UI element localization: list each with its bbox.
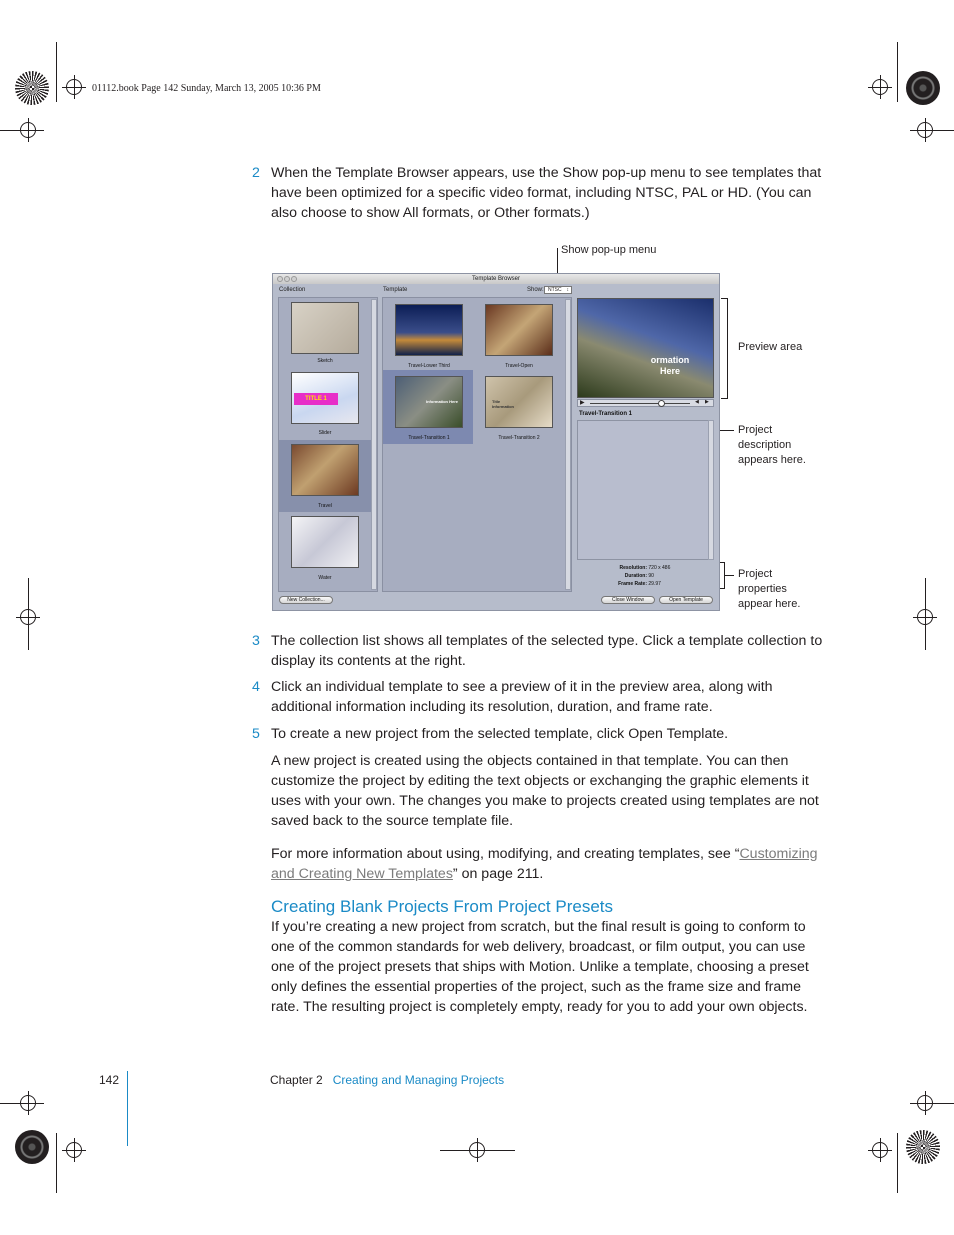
chapter-title: Creating and Managing Projects bbox=[332, 1073, 505, 1087]
collection-caption: Slider bbox=[318, 430, 332, 436]
footer-rule bbox=[127, 1071, 128, 1146]
slider-thumb-text: TITLE 1 bbox=[294, 393, 338, 405]
selected-template-name: Travel-Transition 1 bbox=[579, 411, 633, 417]
window-titlebar bbox=[273, 274, 719, 284]
collection-thumb-slider[interactable] bbox=[291, 372, 359, 424]
crop-line bbox=[925, 578, 926, 650]
registration-sunburst-icon bbox=[906, 1130, 940, 1164]
popup-arrows-icon: ↕ bbox=[566, 287, 569, 293]
template-thumb-transition-1[interactable] bbox=[395, 376, 463, 428]
new-collection-button[interactable]: New Collection... bbox=[279, 596, 333, 604]
window-title: Template Browser bbox=[471, 276, 521, 282]
thumb-overlay-text: Title Information bbox=[492, 399, 514, 409]
cross-reference-link[interactable]: Customizing and Creating New Templates bbox=[271, 846, 818, 882]
step-number: 2 bbox=[252, 165, 260, 181]
collection-scrollbar[interactable] bbox=[371, 299, 377, 590]
thumb-overlay-text: Information Here bbox=[426, 399, 459, 404]
paragraph-presets: If you’re creating a new project from scratch, but the final result is going to conform to one of the common standards for web delivery, broadcast, or film output, you can use one of the project presets that ships with Motion. Unlike a template, choosing a preset only defines the essential properties of the project, such as the frame size and frame rate. The resulting project is completely empty, ready for you to add your own objects. bbox=[271, 919, 809, 1015]
template-browser-window bbox=[272, 273, 720, 611]
callout-line bbox=[724, 575, 734, 576]
duration-row: Duration: 90 bbox=[624, 573, 654, 579]
step-text: Click an individual template to see a preview of it in the preview area, along with additional information including its resolution, duration, and frame rate. bbox=[271, 679, 773, 715]
header-stamp: 01112.book Page 142 Sunday, March 13, 2005 10:36 PM bbox=[92, 83, 321, 94]
template-scrollbar[interactable] bbox=[565, 299, 571, 590]
page-number: 142 bbox=[99, 1073, 120, 1087]
registration-target-icon bbox=[15, 1130, 49, 1164]
footer-chapter bbox=[270, 1073, 504, 1087]
collection-thumb-travel[interactable] bbox=[291, 444, 359, 496]
crop-line bbox=[440, 1150, 515, 1151]
step-forward-icon[interactable]: ▶ bbox=[705, 399, 709, 405]
template-thumb-open[interactable] bbox=[485, 304, 553, 356]
step-5 bbox=[252, 724, 832, 746]
frame-rate-row: Frame Rate: 29.97 bbox=[618, 581, 661, 587]
collection-label: Collection bbox=[279, 287, 306, 293]
paragraph-new-project: A new project is created using the objects contained in that template. You can then customize the project by editing the text objects or exchanging the graphic elements it uses with your own. The changes you make to projects created using templates are not saved back to the source template file. bbox=[271, 753, 819, 829]
open-template-button[interactable]: Open Template bbox=[659, 596, 713, 604]
play-icon[interactable]: ▶ bbox=[580, 400, 585, 406]
template-caption: Travel-Transition 1 bbox=[408, 435, 450, 441]
template-thumb-lower-third[interactable] bbox=[395, 304, 463, 356]
step-text: When the Template Browser appears, use the Show pop-up menu to see templates that have been optimized for a specific video format, including NTSC, PAL or HD. (You can also choose to show All formats, or Other formats.) bbox=[271, 165, 822, 221]
callout-bracket bbox=[721, 298, 727, 299]
template-caption: Travel-Open bbox=[505, 363, 533, 369]
registration-sunburst-icon bbox=[15, 71, 49, 105]
step-text: To create a new project from the selected template, click Open Template. bbox=[271, 726, 729, 742]
template-caption: Travel-Transition 2 bbox=[498, 435, 540, 441]
preview-overlay-text: ormation Here bbox=[650, 355, 690, 376]
registration-target-icon bbox=[906, 71, 940, 105]
callout-description: Project description appears here. bbox=[738, 424, 806, 466]
collection-thumb-sketch[interactable] bbox=[291, 302, 359, 354]
step-number: 5 bbox=[252, 726, 260, 742]
callout-show-menu: Show pop-up menu bbox=[561, 244, 657, 256]
collection-caption: Sketch bbox=[317, 358, 333, 364]
template-label: Template bbox=[383, 287, 408, 293]
step-3 bbox=[252, 631, 832, 673]
template-caption: Travel-Lower Third bbox=[408, 363, 450, 369]
scrubber-track[interactable] bbox=[590, 403, 690, 404]
crop-line bbox=[897, 42, 898, 102]
preview-area bbox=[577, 298, 714, 398]
step-number: 4 bbox=[252, 679, 260, 695]
collection-list bbox=[278, 297, 378, 592]
show-popup-menu[interactable] bbox=[544, 286, 572, 294]
paragraph-more-info: For more information about using, modifying, and creating templates, see “Customizing and Creating New Templates” on page 211. bbox=[271, 846, 818, 882]
description-box bbox=[577, 420, 709, 560]
crosshair-mark-icon bbox=[872, 79, 888, 95]
step-back-icon[interactable]: ◀ bbox=[695, 399, 699, 405]
step-2 bbox=[252, 163, 832, 225]
chapter-label: Chapter 2 bbox=[270, 1073, 323, 1087]
step-text: The collection list shows all templates of the selected type. Click a template collection to display its contents at the right. bbox=[271, 633, 823, 669]
crop-line bbox=[56, 1133, 57, 1193]
crop-line bbox=[0, 130, 44, 131]
crop-line bbox=[910, 130, 954, 131]
collection-caption: Water bbox=[318, 575, 332, 581]
crop-line bbox=[28, 578, 29, 650]
crosshair-mark-icon bbox=[872, 1142, 888, 1158]
collection-thumb-water[interactable] bbox=[291, 516, 359, 568]
crosshair-mark-icon bbox=[66, 79, 82, 95]
description-scrollbar[interactable] bbox=[708, 420, 714, 560]
template-thumb-transition-2[interactable] bbox=[485, 376, 553, 428]
callout-bracket bbox=[727, 298, 728, 399]
crop-line bbox=[897, 1133, 898, 1193]
crosshair-mark-icon bbox=[66, 1142, 82, 1158]
crop-line bbox=[910, 1103, 954, 1104]
close-window-button[interactable]: Close Window bbox=[601, 596, 655, 604]
callout-properties: Project properties appear here. bbox=[738, 568, 801, 610]
step-4 bbox=[252, 677, 832, 719]
scrubber-handle[interactable] bbox=[658, 400, 665, 407]
callout-preview-area: Preview area bbox=[738, 341, 803, 353]
crop-line bbox=[0, 1103, 44, 1104]
crop-line bbox=[56, 42, 57, 102]
template-grid bbox=[382, 297, 572, 592]
collection-caption: Travel bbox=[318, 503, 332, 509]
preview-transport-bar bbox=[577, 399, 714, 407]
section-heading: Creating Blank Projects From Project Presets bbox=[271, 897, 614, 916]
step-number: 3 bbox=[252, 633, 260, 649]
callout-bracket bbox=[721, 398, 727, 399]
project-properties bbox=[603, 564, 713, 588]
show-label: Show: bbox=[527, 287, 544, 293]
resolution-row: Resolution: 720 x 486 bbox=[619, 565, 671, 571]
show-popup-value: NTSC bbox=[548, 287, 562, 293]
